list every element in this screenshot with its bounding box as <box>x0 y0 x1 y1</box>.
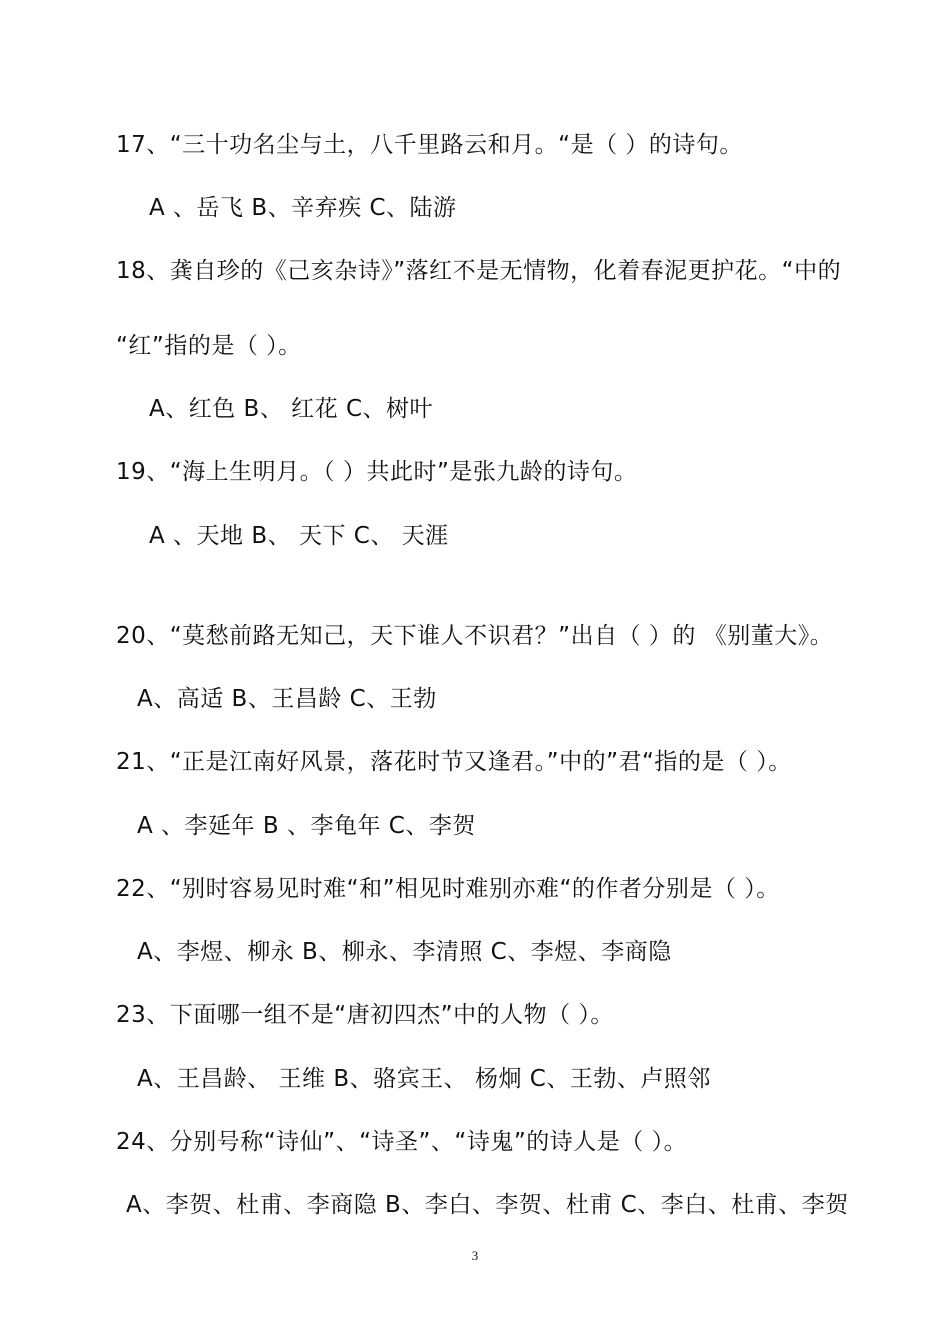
question-18-options: A、红色 B、 红花 C、树叶 <box>149 396 434 422</box>
question-21-options: A 、李延年 B 、李龟年 C、李贺 <box>137 813 476 839</box>
question-20-options: A、高适 B、王昌龄 C、王勃 <box>137 686 437 712</box>
question-22: 22、“别时容易见时难“和”相见时难别亦难“的作者分别是（ ）。 <box>116 876 780 902</box>
question-22-options: A、李煜、柳永 B、柳永、李清照 C、李煜、李商隐 <box>137 939 672 965</box>
question-21: 21、“正是江南好风景，落花时节又逢君。”中的”君“指的是（ ）。 <box>116 749 792 775</box>
question-24-options: A、李贺、杜甫、李商隐 B、李白、李贺、杜甫 C、李白、杜甫、李贺 <box>126 1192 849 1218</box>
question-24: 24、分别号称“诗仙”、“诗圣”、“诗鬼”的诗人是（ ）。 <box>116 1129 688 1155</box>
question-20: 20、“莫愁前路无知己，天下谁人不识君？”出自（ ）的 《别董大》。 <box>116 623 834 649</box>
question-23-options: A、王昌龄、 王维 B、骆宾王、 杨炯 C、王勃、卢照邻 <box>137 1066 711 1092</box>
question-23: 23、下面哪一组不是“唐初四杰”中的人物（ ）。 <box>116 1002 614 1028</box>
question-19: 19、“海上生明月。（ ）共此时”是张九龄的诗句。 <box>116 459 638 485</box>
question-17-options: A 、岳飞 B、辛弃疾 C、陆游 <box>149 195 457 221</box>
question-18-continued: “红”指的是（ ）。 <box>116 333 302 359</box>
page-number: 3 <box>471 1248 479 1263</box>
question-17: 17、“三十功名尘与土，八千里路云和月。“是（ ）的诗句。 <box>116 132 743 158</box>
question-18: 18、龚自珍的《己亥杂诗》”落红不是无情物，化着春泥更护花。“中的 <box>116 258 842 284</box>
question-19-options: A 、天地 B、 天下 C、 天涯 <box>149 523 449 549</box>
